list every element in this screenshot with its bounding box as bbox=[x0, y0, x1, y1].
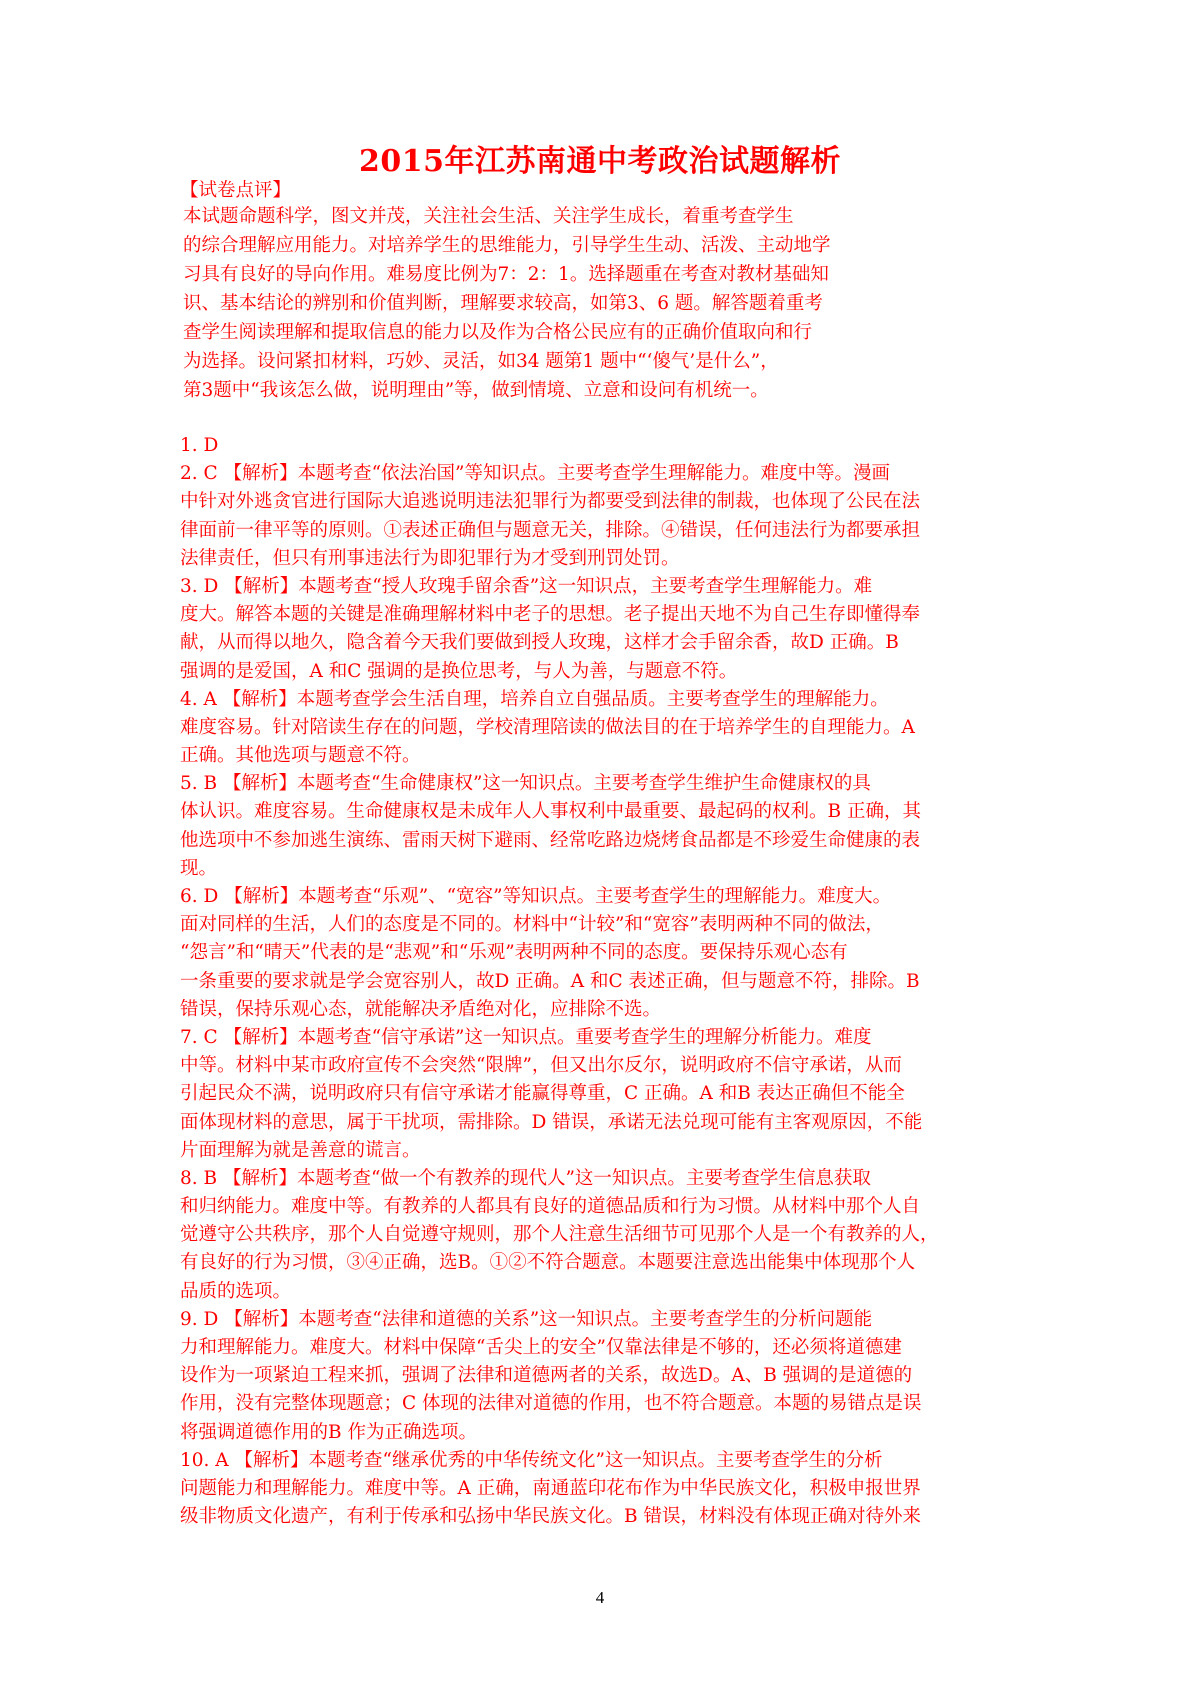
review-line: 的综合理解应用能力。对培养学生的思维能力，引导学生生动、活泼、主动地学 bbox=[183, 235, 831, 256]
answer-line: 强调的是爱国，A 和C 强调的是换位思考，与人为善，与题意不符。 bbox=[180, 660, 738, 682]
answer-line: 度大。解答本题的关键是准确理解材料中老子的思想。老子提出天地不为自己生存即懂得奉 bbox=[180, 604, 921, 626]
review-paragraph bbox=[183, 202, 973, 405]
answer-line: “怨言”和“晴天”代表的是“悲观”和“乐观”表明两种不同的态度。要保持乐观心态有 bbox=[180, 942, 848, 964]
answer-line: 有良好的行为习惯，③④正确，选B。①②不符合题意。本题要注意选出能集中体现那个人 bbox=[180, 1252, 916, 1274]
answer-line: 献，从而得以地久，隐含着今天我们要做到授人玫瑰，这样才会手留余香，故D 正确。B bbox=[180, 632, 899, 654]
review-line: 识、基本结论的辨别和价值判断，理解要求较高，如第3、6 题。解答题着重考 bbox=[183, 293, 823, 314]
answer-line: 作用，没有完整体现题意；C 体现的法律对道德的作用，也不符合题意。本题的易错点是误 bbox=[180, 1393, 922, 1415]
answer-line: 1. D bbox=[180, 435, 219, 456]
answer-line: 中等。材料中某市政府宣传不会突然“限牌”，但又出尔反尔，说明政府不信守承诺，从而 bbox=[180, 1055, 902, 1077]
answer-line: 错误，保持乐观心态，就能解决矛盾绝对化，应排除不选。 bbox=[180, 998, 662, 1020]
answer-line: 正确。其他选项与题意不符。 bbox=[180, 745, 421, 767]
answer-line: 3. D 【解析】本题考查“授人玫瑰手留余香”这一知识点，主要考查学生理解能力。难 bbox=[180, 575, 873, 597]
review-line: 第3题中“我该怎么做，说明理由”等，做到情境、立意和设问有机统一。 bbox=[183, 380, 769, 401]
answer-line: 觉遵守公共秩序，那个人自觉遵守规则，那个人注意生活细节可见那个人是一个有教养的人， bbox=[180, 1224, 939, 1246]
answer-line: 面对同样的生活，人们的态度是不同的。材料中“计较”和“宽容”表明两种不同的做法， bbox=[180, 914, 884, 936]
review-line: 查学生阅读理解和提取信息的能力以及作为合格公民应有的正确价值取向和行 bbox=[183, 322, 813, 343]
answer-line: 片面理解为就是善意的谎言。 bbox=[180, 1139, 421, 1161]
review-heading: 【试卷点评】 bbox=[180, 180, 292, 201]
answer-line: 问题能力和理解能力。难度中等。A 正确，南通蓝印花布作为中华民族文化，积极申报世界 bbox=[180, 1477, 921, 1499]
answer-line: 中针对外逃贪官进行国际大追逃说明违法犯罪行为都要受到法律的制裁，也体现了公民在法 bbox=[180, 491, 921, 513]
page-number: 4 bbox=[595, 1588, 605, 1607]
answer-line: 一条重要的要求就是学会宽容别人，故D 正确。A 和C 表述正确，但与题意不符，排除。B bbox=[180, 970, 920, 992]
answer-line: 6. D 【解析】本题考查“乐观”、“宽容”等知识点。主要考查学生的理解能力。难度大。 bbox=[180, 886, 892, 907]
answer-line: 设作为一项紧迫工程来抓，强调了法律和道德两者的关系，故选D。A、B 强调的是道德的 bbox=[180, 1365, 913, 1387]
answer-line: 4. A 【解析】本题考查学会生活自理，培养自立自强品质。主要考查学生的理解能力。 bbox=[180, 688, 889, 710]
answer-line: 10. A 【解析】本题考查“继承优秀的中华传统文化”这一知识点。主要考查学生的分析 bbox=[180, 1449, 883, 1471]
answer-line: 现。 bbox=[180, 857, 218, 879]
answer-line: 级非物质文化遗产，有利于传承和弘扬中华民族文化。B 错误，材料没有体现正确对待外来 bbox=[180, 1506, 921, 1528]
answer-line: 难度容易。针对陪读生存在的问题，学校清理陪读的做法目的在于培养学生的自理能力。A bbox=[180, 716, 915, 738]
answer-line: 将强调道德作用的B 作为正确选项。 bbox=[180, 1421, 477, 1443]
answer-line: 7. C 【解析】本题考查“信守承诺”这一知识点。重要考查学生的理解分析能力。难度 bbox=[180, 1026, 872, 1048]
answer-line: 9. D 【解析】本题考查“法律和道德的关系”这一知识点。主要考查学生的分析问题能 bbox=[180, 1308, 873, 1330]
answer-line: 律面前一律平等的原则。①表述正确但与题意无关，排除。④错误，任何违法行为都要承担 bbox=[180, 519, 921, 541]
answer-line: 体认识。难度容易。生命健康权是未成年人人事权利中最重要、最起码的权利。B 正确，其 bbox=[180, 801, 921, 823]
review-line: 本试题命题科学，图文并茂，关注社会生活、关注学生成长，着重考查学生 bbox=[183, 206, 794, 227]
answer-line: 引起民众不满，说明政府只有信守承诺才能赢得尊重，C 正确。A 和B 表达正确但不能全 bbox=[180, 1083, 905, 1105]
review-line: 习具有良好的导向作用。难易度比例为7：2：1。选择题重在考查对教材基础知 bbox=[183, 264, 829, 285]
answer-line: 2. C 【解析】本题考查“依法治国”等知识点。主要考查学生理解能力。难度中等。漫画 bbox=[180, 463, 890, 485]
answer-line: 力和理解能力。难度大。材料中保障“舌尖上的安全”仅靠法律是不够的，还必须将道德建 bbox=[180, 1337, 902, 1358]
answer-line: 和归纳能力。难度中等。有教养的人都具有良好的道德品质和行为习惯。从材料中那个人自 bbox=[180, 1196, 921, 1218]
answer-analysis-list bbox=[180, 432, 1040, 1531]
answer-line: 5. B 【解析】本题考查“生命健康权”这一知识点。主要考查学生维护生命健康权的具 bbox=[180, 773, 871, 795]
answer-line: 他选项中不参加逃生演练、雷雨天树下避雨、经常吃路边烧烤食品都是不珍爱生命健康的表 bbox=[180, 829, 921, 851]
answer-line: 法律责任，但只有刑事违法行为即犯罪行为才受到刑罚处罚。 bbox=[180, 547, 680, 569]
answer-line: 面体现材料的意思，属于干扰项，需排除。D 错误，承诺无法兑现可能有主客观原因，不能 bbox=[180, 1111, 923, 1133]
review-line: 为选择。设问紧扣材料，巧妙、灵活，如34 题第1 题中“‘傻气’是什么”， bbox=[183, 351, 779, 372]
document-title: 2015年江苏南通中考政治试题解析 bbox=[359, 144, 841, 179]
answer-line: 品质的选项。 bbox=[180, 1280, 292, 1302]
answer-line: 8. B 【解析】本题考查“做一个有教养的现代人”这一知识点。主要考查学生信息获取 bbox=[180, 1167, 871, 1189]
